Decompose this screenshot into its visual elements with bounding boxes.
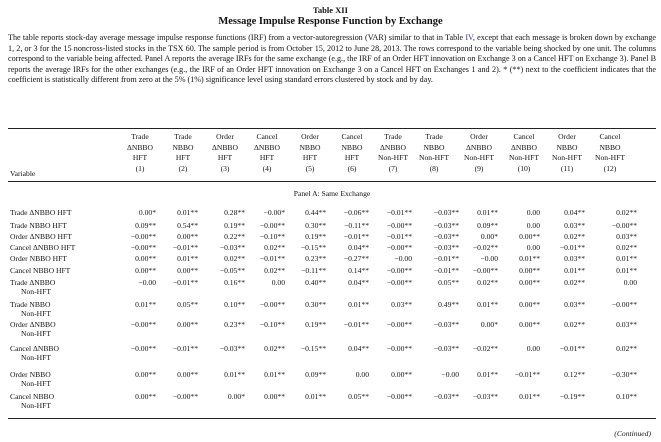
row-label	[10, 266, 70, 275]
table-cell: −0.01**	[343, 232, 369, 241]
table-cell: −0.00**	[130, 344, 156, 353]
column-header-line: NBBO	[556, 142, 578, 152]
table-cell: 0.19**	[305, 320, 326, 329]
table-cell: 0.19**	[224, 221, 245, 230]
column-header-line: NBBO	[172, 142, 194, 152]
header-rule	[8, 181, 656, 182]
column-header-line: Order	[470, 132, 488, 141]
panel-title: Panel A: Same Exchange	[293, 189, 371, 198]
row-label	[10, 208, 72, 217]
table-cell: −0.00	[394, 254, 412, 263]
table-cell: 0.00**	[177, 266, 198, 275]
column-header-line: (1)	[135, 163, 145, 173]
caption-text-end: , except that each message is broken down by exchange 1, 2, or 3 for the 15 noncross-listed stocks in the TSX 60. The sample period is from October 15, 2012 to June 28, 2013. The rows correspond to the variable being shocked by one unit. The columns correspond to the variable being affected. Panel A reports the average IRFs for the same exchange (e.g., the IRF of an Order HFT innovation on Exchange 3 on a Cancel HFT on Exchange 3). Panel B reports the average IRFs for the other exchanges (e.g., the IRF of an Order HFT innovation on Exchange 3 on a Cancel HFT on Exchanges 1 and 2). * (**) next to the coefficient indicates that the coefficient is statistically different from zero at the 5% (1%) significance level using standard errors clustered by stock and by day.	[8, 33, 656, 84]
column-header-line: HFT	[259, 153, 275, 162]
table-cell: 0.22**	[224, 232, 245, 241]
table-cell: 0.00**	[519, 278, 540, 287]
table-cell: −0.00**	[259, 300, 285, 309]
table-title: Message Impulse Response Function by Exchange	[218, 16, 443, 27]
table-cell: −0.03**	[472, 392, 498, 401]
column-header-line: Cancel	[256, 132, 278, 141]
table-cell: −0.00**	[386, 392, 412, 401]
column-header-line: (8)	[429, 163, 439, 173]
column-header-line: Non-HFT	[419, 153, 449, 162]
table-cell: 0.04**	[348, 344, 369, 353]
table-cell: −0.00**	[130, 243, 156, 252]
row-label-line: Non-HFT	[21, 401, 51, 410]
column-header-line: Order	[558, 132, 576, 141]
table-cell: 0.01**	[264, 370, 285, 379]
table-cell: −0.00**	[259, 221, 285, 230]
table-cell: −0.15**	[300, 243, 326, 252]
top-rule	[8, 128, 656, 129]
table-cell: −0.01**	[172, 243, 198, 252]
column-header-line: HFT	[344, 153, 360, 162]
column-header-line: Trade	[425, 132, 443, 141]
table-cell: 0.05**	[438, 278, 459, 287]
table-cell: 0.28**	[224, 208, 245, 217]
table-cell: 0.19**	[305, 232, 326, 241]
table-cell: −0.00**	[386, 320, 412, 329]
table-cell: −0.00**	[386, 278, 412, 287]
column-header-line: Non-HFT	[464, 153, 494, 162]
table-cell: −0.03**	[433, 232, 459, 241]
column-header-line: NBBO	[599, 142, 621, 152]
row-label	[10, 243, 75, 252]
table-cell: −0.00**	[472, 266, 498, 275]
table-cell: 0.00**	[391, 370, 412, 379]
table-cell: 0.14**	[348, 266, 369, 275]
row-label-line: Trade ΔNBBO	[10, 278, 56, 287]
table-cell: 0.02**	[224, 254, 245, 263]
row-label-line: Cancel NBBO HFT	[10, 266, 71, 275]
column-header-line: ΔNBBO	[127, 142, 153, 152]
table-cell: 0.12**	[564, 370, 585, 379]
table-cell: 0.01**	[477, 208, 498, 217]
table-cell: −0.15**	[300, 344, 326, 353]
column-header-line: ΔNBBO	[212, 142, 238, 152]
column-header-line: (7)	[388, 163, 398, 173]
table-cell: 0.01**	[305, 392, 326, 401]
table-cell: −0.00**	[130, 320, 156, 329]
column-header-line: ΔNBBO	[254, 142, 280, 152]
column-header-line: Non-HFT	[552, 153, 582, 162]
column-header-line: NBBO	[299, 142, 321, 152]
table-cell: 0.01**	[477, 300, 498, 309]
row-label-line: Order ΔNBBO	[10, 320, 56, 329]
table-cell: −0.00	[480, 254, 498, 263]
table-cell: −0.01**	[559, 344, 585, 353]
table-cell: 0.03**	[564, 221, 585, 230]
table-cell: −0.00**	[386, 266, 412, 275]
column-header-line: Non-HFT	[595, 153, 625, 162]
row-label	[10, 221, 67, 230]
table-cell: 0.03**	[564, 300, 585, 309]
column-header-line: (10)	[517, 163, 531, 173]
table-cell: 0.01**	[224, 370, 245, 379]
column-header-line: HFT	[302, 153, 318, 162]
table-cell: −0.06**	[343, 208, 369, 217]
table-cell: 0.10**	[616, 392, 637, 401]
table-cell: −0.00	[138, 278, 156, 287]
table-cell: −0.00**	[611, 221, 637, 230]
column-header-line: Order	[216, 132, 234, 141]
table-cell: −0.03**	[433, 320, 459, 329]
table-cell: −0.01**	[386, 232, 412, 241]
table-cell: −0.01**	[386, 208, 412, 217]
table-cell: 0.30**	[305, 300, 326, 309]
table-cell: −0.03**	[219, 243, 245, 252]
table-cell: 0.09**	[135, 221, 156, 230]
variable-header: Variable	[10, 169, 36, 178]
table-cell: 0.03**	[564, 254, 585, 263]
table-cell: 0.16**	[224, 278, 245, 287]
table-cell: 0.00**	[135, 266, 156, 275]
table-cell: −0.03**	[433, 344, 459, 353]
table-cell: 0.02**	[477, 278, 498, 287]
table-cell: −0.30**	[611, 370, 637, 379]
column-header-line: NBBO	[423, 142, 445, 152]
table-cell: 0.05**	[177, 300, 198, 309]
table-cell: 0.40**	[305, 278, 326, 287]
row-label	[10, 254, 67, 263]
table-cell: −0.00**	[386, 221, 412, 230]
table-cell: −0.00	[441, 370, 459, 379]
column-header-line: HFT	[217, 153, 233, 162]
table-cell: −0.02**	[472, 344, 498, 353]
column-header-line: Trade	[131, 132, 149, 141]
row-label	[10, 232, 72, 241]
table-cell: −0.00**	[386, 243, 412, 252]
table-cell: 0.00**	[519, 232, 540, 241]
table-cell: 0.02**	[564, 278, 585, 287]
table-cell: 0.00**	[177, 320, 198, 329]
column-header-line: NBBO	[341, 142, 363, 152]
table-cell: −0.01**	[172, 278, 198, 287]
column-header-line: Order	[301, 132, 319, 141]
table-cell: 0.02**	[616, 208, 637, 217]
row-label	[10, 278, 55, 296]
table-cell: 0.00**	[135, 254, 156, 263]
row-label-line: Cancel ΔNBBO	[10, 344, 59, 353]
table-cell: 0.49**	[438, 300, 459, 309]
continued-note: (Continued)	[614, 429, 651, 438]
table-cell: 0.02**	[616, 243, 637, 252]
table-cell: 0.01**	[564, 266, 585, 275]
table-cell: 0.03**	[391, 300, 412, 309]
table-cell: −0.10**	[259, 320, 285, 329]
table-cell: −0.11**	[344, 221, 369, 230]
table-cell: 0.01**	[177, 254, 198, 263]
table-cell: 0.00**	[519, 320, 540, 329]
row-label-line: Non-HFT	[21, 353, 51, 362]
table-cell: 0.00	[355, 370, 369, 379]
table-cell: −0.00**	[611, 300, 637, 309]
table-cell: −0.00**	[386, 344, 412, 353]
table-cell: −0.03**	[433, 392, 459, 401]
row-label	[10, 392, 54, 410]
row-label-line: Cancel NBBO	[10, 392, 55, 401]
column-header-12	[580, 132, 640, 174]
row-label-line: Non-HFT	[21, 329, 51, 338]
column-header-line: (12)	[603, 163, 617, 173]
column-header-line: Cancel	[513, 132, 535, 141]
bottom-rule	[8, 418, 656, 419]
column-header-line: (11)	[560, 163, 574, 173]
table-cell: −0.00**	[130, 232, 156, 241]
table-reference-link[interactable]: IV	[465, 33, 473, 42]
table-cell: 0.23**	[224, 320, 245, 329]
row-label-line: Order NBBO HFT	[10, 254, 67, 263]
table-cell: 0.00**	[519, 300, 540, 309]
table-cell: −0.03**	[219, 344, 245, 353]
row-label-line: Order ΔNBBO HFT	[10, 232, 72, 241]
table-cell: 0.00**	[177, 370, 198, 379]
table-cell: 0.03**	[616, 320, 637, 329]
column-header-line: (2)	[178, 163, 188, 173]
table-cell: 0.00**	[135, 370, 156, 379]
table-cell: 0.00	[526, 208, 540, 217]
table-cell: 0.00	[271, 278, 285, 287]
table-cell: 0.05**	[348, 392, 369, 401]
table-cell: 0.04**	[348, 243, 369, 252]
table-cell: −0.01**	[172, 344, 198, 353]
table-cell: 0.01**	[135, 300, 156, 309]
table-cell: 0.00*	[138, 208, 156, 217]
table-cell: −0.10**	[259, 232, 285, 241]
table-cell: 0.02**	[564, 232, 585, 241]
row-label-line: Cancel ΔNBBO HFT	[10, 243, 76, 252]
table-cell: 0.03**	[616, 232, 637, 241]
table-cell: 0.01**	[477, 370, 498, 379]
row-label-line: Non-HFT	[21, 379, 51, 388]
table-cell: 0.01**	[348, 300, 369, 309]
column-header-line: HFT	[175, 153, 191, 162]
table-cell: 0.00	[526, 344, 540, 353]
table-cell: 0.09**	[477, 221, 498, 230]
row-label-line: Trade NBBO	[10, 300, 51, 309]
row-label	[10, 344, 59, 362]
table-cell: −0.03**	[433, 221, 459, 230]
table-cell: −0.05**	[219, 266, 245, 275]
table-cell: 0.00*	[227, 392, 245, 401]
table-cell: 0.00**	[177, 232, 198, 241]
table-cell: 0.04**	[348, 278, 369, 287]
row-label-line: Order NBBO	[10, 370, 51, 379]
column-header-line: (5)	[305, 163, 315, 173]
table-cell: 0.00*	[480, 320, 498, 329]
column-header-line: Non-HFT	[378, 153, 408, 162]
row-label-line: Non-HFT	[21, 309, 51, 318]
table-cell: 0.10**	[224, 300, 245, 309]
table-cell: 0.01**	[616, 266, 637, 275]
table-cell: −0.01**	[559, 243, 585, 252]
table-cell: 0.09**	[305, 370, 326, 379]
row-label	[10, 320, 56, 338]
table-cell: 0.02**	[616, 344, 637, 353]
table-cell: 0.54**	[177, 221, 198, 230]
table-cell: −0.01**	[514, 370, 540, 379]
caption-text-start: The table reports stock-day average message impulse response functions (IRF) from a vector-autoregression (VAR) similar to that in Table	[8, 33, 466, 42]
table-cell: −0.03**	[433, 243, 459, 252]
column-header-line: Trade	[174, 132, 192, 141]
column-header-line: HFT	[132, 153, 148, 162]
table-cell: 0.01**	[519, 254, 540, 263]
table-cell: 0.04**	[564, 208, 585, 217]
table-cell: 0.44**	[305, 208, 326, 217]
table-cell: −0.00**	[172, 392, 198, 401]
table-cell: 0.02**	[264, 266, 285, 275]
table-cell: 0.00**	[519, 266, 540, 275]
table-cell: 0.01**	[177, 208, 198, 217]
row-label-line: Non-HFT	[21, 287, 51, 296]
row-label	[10, 370, 51, 388]
table-cell: 0.02**	[264, 243, 285, 252]
table-cell: −0.03**	[433, 208, 459, 217]
table-cell: 0.00**	[264, 392, 285, 401]
table-cell: −0.00*	[263, 208, 285, 217]
table-cell: 0.23**	[305, 254, 326, 263]
column-header-line: Cancel	[341, 132, 363, 141]
table-cell: 0.02**	[264, 344, 285, 353]
table-number: Table XII	[313, 5, 348, 15]
table-cell: −0.27**	[343, 254, 369, 263]
row-label	[10, 300, 51, 318]
table-cell: 0.00*	[480, 232, 498, 241]
column-header-line: (9)	[474, 163, 484, 173]
column-header-line: (3)	[220, 163, 230, 173]
table-cell: 0.01**	[616, 254, 637, 263]
column-header-line: (4)	[262, 163, 272, 173]
column-header-line: (6)	[347, 163, 357, 173]
table-cell: 0.00**	[135, 392, 156, 401]
table-cell: 0.02**	[564, 320, 585, 329]
table-cell: −0.01**	[259, 254, 285, 263]
column-header-line: Non-HFT	[509, 153, 539, 162]
table-caption	[8, 33, 656, 86]
table-cell: 0.01**	[519, 392, 540, 401]
column-header-line: ΔNBBO	[466, 142, 492, 152]
row-label-line: Trade ΔNBBO HFT	[10, 208, 72, 217]
table-cell: 0.30**	[305, 221, 326, 230]
table-cell: 0.00	[526, 243, 540, 252]
table-cell: 0.00	[623, 278, 637, 287]
table-cell: −0.01**	[343, 320, 369, 329]
column-header-line: Cancel	[599, 132, 621, 141]
table-cell: −0.01**	[433, 254, 459, 263]
column-header-line: ΔNBBO	[380, 142, 406, 152]
table-cell: 0.00	[526, 221, 540, 230]
table-cell: −0.02**	[472, 243, 498, 252]
table-cell: −0.11**	[301, 266, 326, 275]
column-header-line: ΔNBBO	[511, 142, 537, 152]
column-header-line: Trade	[384, 132, 402, 141]
table-cell: −0.01**	[433, 266, 459, 275]
table-cell: −0.19**	[559, 392, 585, 401]
row-label-line: Trade NBBO HFT	[10, 221, 67, 230]
